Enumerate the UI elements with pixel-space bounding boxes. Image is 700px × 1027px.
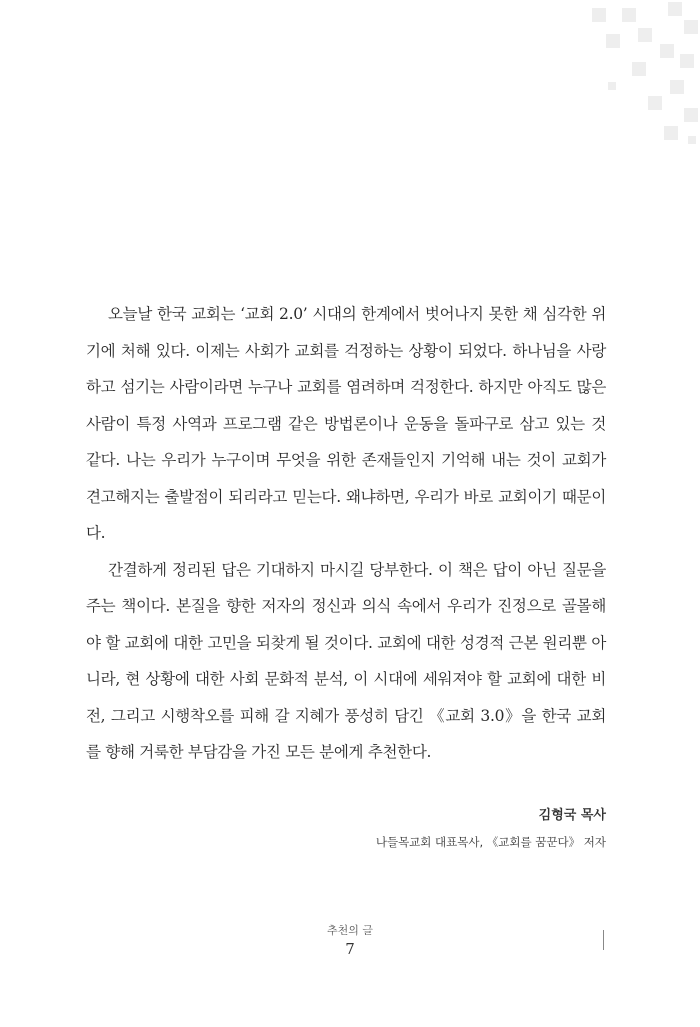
signature-title: 나들목교회 대표목사, 《교회를 꿈꾼다》 저자 <box>375 835 606 849</box>
page-number: 7 <box>345 940 355 958</box>
signature-name: 김형국 목사 <box>538 808 606 823</box>
section-label: 추천의 글 <box>326 924 373 937</box>
paragraph-2: 간결하게 정리된 답은 기대하지 마시길 당부한다. 이 책은 답이 아닌 질문을 주는 책이다. 본질을 향한 저자의 정신과 의식 속에서 우리가 진정으로 골몰해야 할 교회에 대한 고민을 되찾게 될 것이다. 교회에 대한 성경적 근본 원리뿐 아니라, 현 상황에 대한 사회 문화적 분석, 이 시대에 세워져야 할 교회에 대한 비전, 그리고 시행착오를 피해 갈 지혜가 풍성히 담긴 《교회 3.0》을 한국 교회를 향해 거룩한 부담감을 가진 모든 분에게 추천한다. <box>86 560 606 761</box>
recommendation-body <box>86 296 606 771</box>
paragraph-1: 오늘날 한국 교회는 ‘교회 2.0’ 시대의 한계에서 벗어나지 못한 채 심각한 위기에 처해 있다. 이제는 사회가 교회를 걱정하는 상황이 되었다. 하나님을 사랑하고 섬기는 사람이라면 누구나 교회를 염려하며 걱정한다. 하지만 아직도 많은 사람이 특정 사역과 프로그램 같은 방법론이나 운동을 돌파구로 삼고 있는 것 같다. 나는 우리가 누구이며 무엇을 위한 존재들인지 기억해 내는 것이 교회가 견고해지는 출발점이 되리라고 믿는다. 왜냐하면, 우리가 바로 교회이기 때문이다. <box>86 305 606 542</box>
corner-pixel-decoration <box>520 0 700 160</box>
page-edge-mark <box>603 930 604 950</box>
page-footer <box>0 922 700 958</box>
signature-block <box>376 805 606 853</box>
